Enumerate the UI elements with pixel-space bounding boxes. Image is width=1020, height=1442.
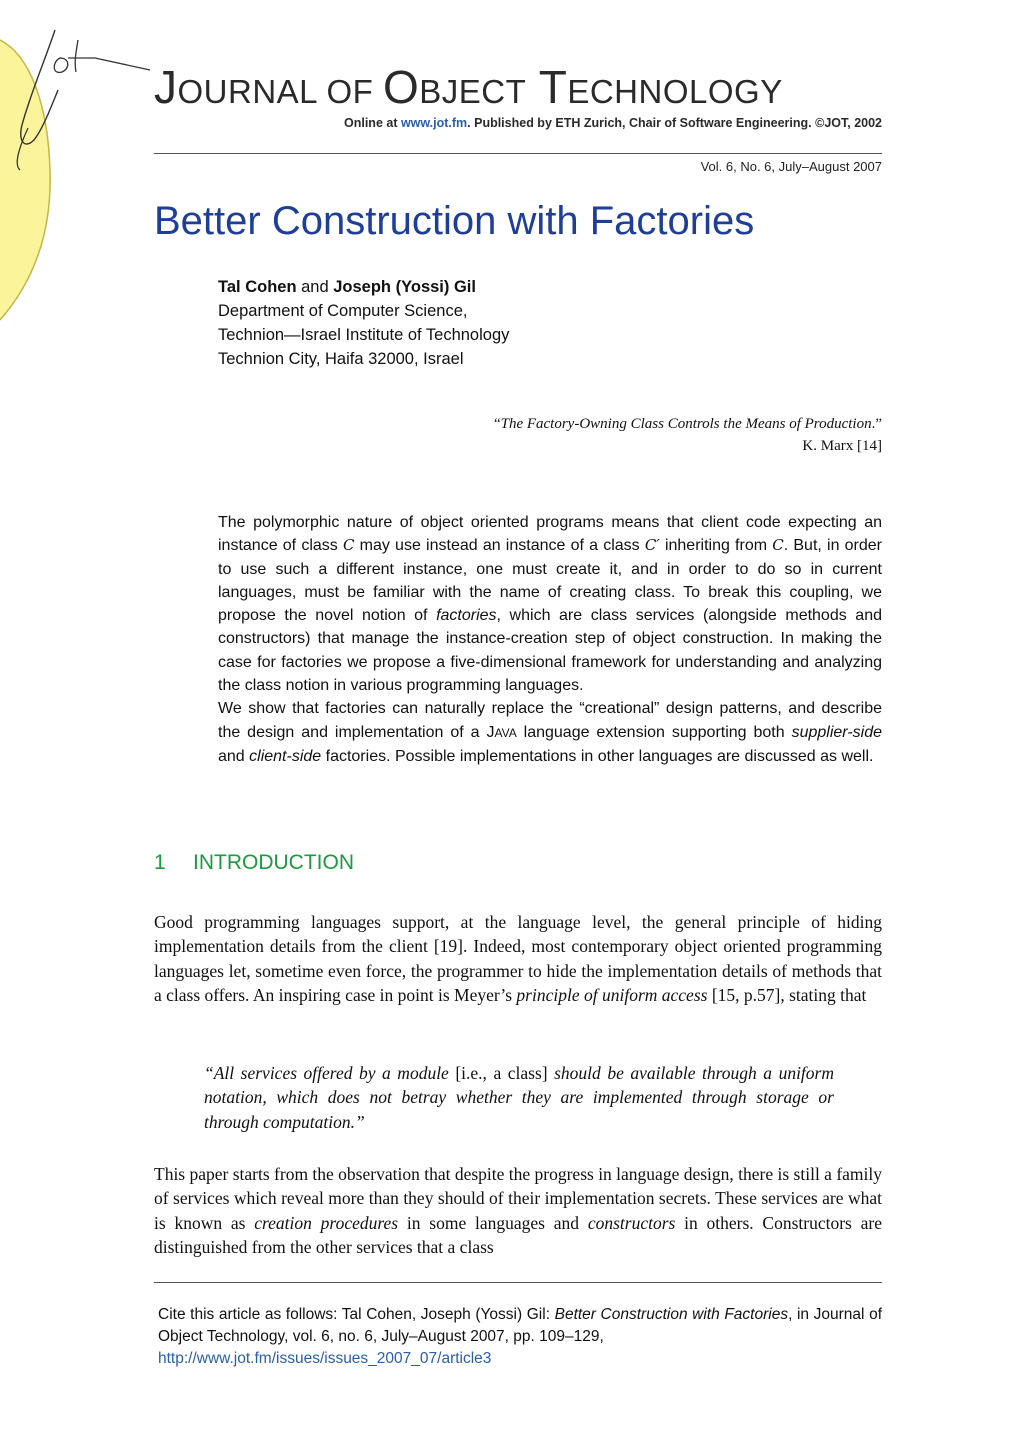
body-emphasis: creation procedures: [254, 1212, 399, 1233]
journal-name-part: OURNAL: [177, 73, 317, 110]
quote-text: “All services offered by a module: [204, 1063, 449, 1083]
body-text: [15, p.57], stating that: [707, 985, 867, 1006]
logo-yellow-band-icon: [0, 40, 50, 320]
quote-insertion: [i.e., a class]: [448, 1063, 555, 1083]
logo-script-o-icon: [54, 58, 68, 72]
journal-name: [154, 61, 882, 113]
journal-name-part: J: [154, 61, 178, 113]
footnote-divider: [154, 1282, 882, 1283]
quote-text: should be available through a uniform notation, which does not betray whether they are implemented through storage or through computation.”: [204, 1063, 834, 1132]
body-text: This paper starts from the observation that despite the progress in language design, there is still a family of services which reveal more than they should of their implementation secrets. These services are what is known as: [154, 1164, 883, 1233]
block-quote: [204, 1061, 834, 1134]
journal-name-part: O: [382, 61, 420, 113]
publisher-suffix: . Published by ETH Zurich, Chair of Software Engineering. ©JOT, 2002: [467, 116, 882, 130]
abstract-paragraph: [218, 697, 882, 768]
section-title: INTRODUCTION: [193, 851, 354, 874]
journal-name-part: ECHNOLOGY: [567, 73, 783, 110]
publisher-prefix: Online at: [344, 116, 401, 130]
affiliation-line: Department of Computer Science,: [218, 302, 468, 320]
epigraph-quote-text: The Factory-Owning Class Controls the Means of Production: [500, 416, 872, 432]
affiliation-line: Technion—Israel Institute of Technology: [218, 326, 510, 344]
header-divider: [154, 153, 882, 154]
abstract-paragraph: [218, 511, 882, 697]
body-text: in some languages and: [398, 1212, 588, 1233]
body-text: in others. Constructors are distinguished from the other services that a class: [154, 1212, 883, 1258]
citation-footnote: [158, 1304, 882, 1370]
epigraph-quote-mark: .”: [871, 416, 882, 432]
author-block: [218, 275, 882, 371]
abstract-emphasis: supplier-side: [791, 723, 883, 741]
body-paragraph: [154, 1162, 882, 1260]
body-emphasis: principle of uniform access: [516, 985, 708, 1006]
abstract-text: may use instead an instance of a class: [354, 537, 645, 555]
author-conjunction: and: [296, 278, 334, 296]
abstract-text: and: [218, 747, 250, 765]
epigraph-quote-mark: “: [493, 416, 501, 432]
abstract-text: factories. Possible implementations in other languages are discussed as well.: [321, 747, 874, 765]
math-variable: C′: [644, 536, 660, 555]
section-number: 1: [154, 851, 166, 874]
jot-logo: [0, 0, 160, 330]
journal-name-part: T: [526, 61, 568, 113]
abstract-text: . But, in order to use such a different instance, one must create it, and in order to do so in current languages, must be familiar with the name of creating class. To break this coupling, we propose the novel notion of: [218, 537, 883, 625]
abstract-text: The polymorphic nature of object oriented programs means that client code expecting an instance of class: [218, 514, 882, 555]
publisher-line: [154, 116, 882, 130]
footnote-text: Cite this article as follows: Tal Cohen, Joseph (Yossi) Gil:: [158, 1306, 555, 1323]
body-emphasis: constructors: [587, 1212, 676, 1233]
affiliation-line: Technion City, Haifa 32000, Israel: [218, 350, 464, 368]
java-smallcaps: AVA: [494, 725, 517, 740]
epigraph: [218, 413, 882, 457]
volume-line: Vol. 6, No. 6, July–August 2007: [700, 159, 882, 174]
author-name: Joseph (Yossi) Gil: [333, 278, 476, 296]
journal-name-part: BJECT: [419, 73, 527, 110]
epigraph-quote: [218, 413, 882, 435]
abstract-text: language extension supporting both: [516, 723, 792, 741]
author-name: Tal Cohen: [218, 278, 297, 296]
author-names: [218, 275, 882, 299]
journal-name-part: OF: [316, 73, 383, 110]
abstract-text: We show that factories can naturally replace the “creational” design patterns, and describe the design and implementation of a: [218, 700, 882, 741]
java-smallcaps: J: [486, 723, 495, 741]
body-paragraph: [154, 910, 882, 1008]
abstract-emphasis: factories: [436, 607, 497, 625]
abstract-emphasis: client-side: [249, 747, 322, 765]
body-text: Good programming languages support, at the language level, the general principle of hiding implementation details from the client [19]. Indeed, most contemporary object oriented programming languages let, sometime even force, the programmer to hide the implementation details of methods that a class offers. An inspiring case in point is Meyer’s: [154, 912, 882, 1006]
epigraph-attribution: K. Marx [14]: [802, 438, 882, 454]
journal-url-link[interactable]: www.jot.fm: [400, 116, 468, 130]
article-url-link[interactable]: http://www.jot.fm/issues/issues_2007_07/article3: [158, 1350, 492, 1367]
abstract-text: inheriting from: [659, 537, 773, 555]
math-variable: C: [342, 536, 355, 555]
paper-title: Better Construction with Factories: [154, 199, 755, 243]
math-variable: C: [772, 536, 784, 555]
abstract-text: , which are class services (alongside methods and constructors) that manage the instance-creation step of object construction. In making the case for factories we propose a five-dimensional framework for understanding and analyzing the class notion in various programming languages.: [218, 607, 882, 695]
abstract: [218, 511, 882, 768]
footnote-title: Better Construction with Factories: [554, 1306, 789, 1323]
footnote-text: , in Journal of Object Technology, vol. 6, no. 6, July–August 2007, pp. 109–129,: [158, 1306, 883, 1345]
section-heading: [154, 851, 882, 875]
logo-script-t-icon: [68, 40, 150, 72]
